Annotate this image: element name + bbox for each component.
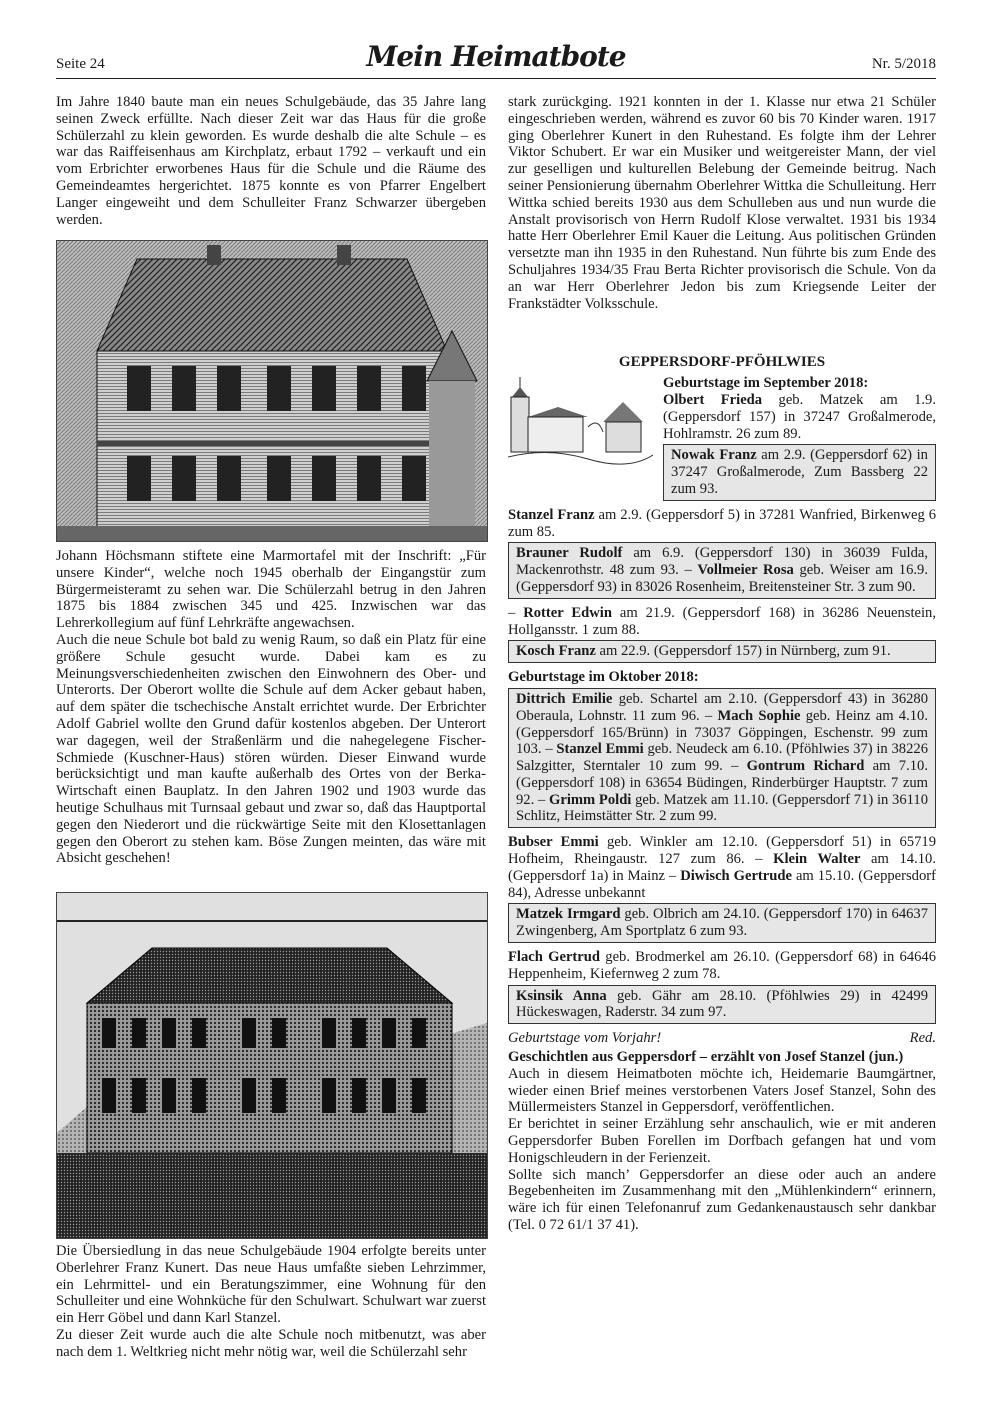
september-heading: Geburtstage im September 2018: bbox=[663, 375, 869, 392]
paragraph: Er berichtet in seiner Erzählung sehr anschaulich, wie er mit anderen Geppersdorfer Buben Forellen im Dorfbach gefangen hat und vom Honigschleudern in der Ferienzeit. bbox=[508, 1116, 936, 1166]
highlight-box bbox=[508, 542, 936, 598]
entry-text: geb. Heinz am 4.10. (Geppersdorf 165/Brünn) in 73037 Göppingen, Eschenstr. 99 zum 103. – bbox=[516, 707, 928, 758]
paragraph: Auch die neue Schule bot bald zu wenig Raum, so daß ein Platz für eine größere Schule gesucht wurde. Dabei kam es zu Meinungsverschiedenheiten zwischen den Einwohnern des Ober- und Unterorts. Der Oberort wollte die Schule auf dem Acker gebaut haben, auf dem später die tschechische Anstalt errichtet wurde. Der Erbrichter Adolf Gabriel wollte den Grund dafür kostenlos abgeben. Der Unterort war dagegen, weil der Straßenlärm und die nahegelegene Fischer-Schmiede (Kuschner-Haus) stören würden. Dieser Einwand wurde berücksichtigt und man kaufte außerhalb des Ortes von der Berka-Wirtschaft einen Bauplatz. In den Jahren 1902 und 1903 wurde das heutige Schulhaus mit Turnsaal gebaut und zwar so, daß das Hauptportal gegen den Niederort und die rückwärtige Seite mit den Klosettanlagen gegen den Oberort zu stehen kam. Böse Zungen meinten, das wäre mit Absicht geschehen! bbox=[56, 631, 486, 867]
entry-text: geb. Olbrich am 24.10. (Geppersdorf 170) in 64637 Zwingenberg, Am Sportplatz 6 zum 93. bbox=[516, 906, 929, 940]
paragraph: Johann Höchsmann stiftete eine Marmortafel mit der Inschrift: „Für unsere Kinder“, welche noch 1945 oberhalb der Eingangstür zum Bürgermeisteramt zu sehen war. Die Schülerzahl betrug in den Jahren 1875 bis 1884 zwischen 345 und 425. Inzwischen war das Lehrerkollegium auf fünf Lehrkräfte angewachsen. bbox=[56, 548, 486, 632]
entry-text: am 2.9. (Geppersdorf 62) in 37247 Großalmerode, Zum Bassberg 22 zum 93. bbox=[671, 447, 928, 497]
issue-number: Nr. 5/2018 bbox=[871, 56, 936, 72]
birthday-entry bbox=[508, 605, 936, 639]
left-text-bottom bbox=[56, 1243, 486, 1361]
person-name: Gontrum Richard bbox=[746, 758, 865, 775]
person-name: Olbert Frieda bbox=[663, 391, 763, 408]
entry-text: geb. Brodmerkel am 26.10. (Geppersdorf 68) in 64646 Heppenheim, Kiefernweg 2 zum 78. bbox=[508, 949, 937, 982]
page-header bbox=[56, 40, 936, 80]
paragraph: Im Jahre 1840 baute man ein neues Schulgebäude, das 35 Jahre lang seinen Zweck erfüllte. Nach dieser Zeit war das Haus für die große Schülerzahl zu klein geworden. Es wurde deshalb die alte Schule – es war das Raiffeisenhaus am Kirchplatz, erbaut 1792 – verkauft und ein vom Erbrichter erworbenes Haus für die Schule und die Räume des Gemeindeamtes hergerichtet. 1875 konnte es von Pfarrer Engelbert Langer eingeweiht und dem Schulleiter Franz Schwarzer übergeben werden. bbox=[56, 94, 486, 228]
entry-text: geb. Winkler am 12.10. (Geppersdorf 51) in 65719 Hofheim, Rheingaustr. 127 zum 86. – bbox=[508, 834, 936, 868]
highlight-box bbox=[508, 640, 936, 663]
person-name: Flach Gertrud bbox=[508, 949, 601, 966]
person-name: Stanzel Emmi bbox=[556, 741, 644, 758]
entry-text: geb. Neudeck am 6.10. (Pföhlwies 37) in 38226 Salzgitter, Sterntaler 10 zum 99. – bbox=[516, 741, 928, 775]
story-heading: Geschichtlen aus Geppersdorf – erzählt von Josef Stanzel (jun.) bbox=[508, 1049, 904, 1066]
person-name: Ksinsik Anna bbox=[516, 987, 607, 1004]
paragraph: stark zurückging. 1921 konnten in der 1. Klasse nur etwa 21 Schüler eingeschrieben werden, während es zuvor 60 bis 70 Kinder waren. 1917 ging Oberlehrer Kunert in den Ruhestand. Es folgte ihm der Lehrer Viktor Schubert. Er war ein Musiker und weitgereister Mann, der viel zur geselligen und kulturellen Belebung der Gemeinde beitrug. Nach seiner Pensionierung übernahm Oberlehrer Wittka die Schulleitung. Herr Wittka schied bereits 1930 aus dem Schulleben aus und nun wurde die Anstalt provisorisch von Herrn Rudolf Klose verwaltet. 1931 bis 1934 hatte Herr Oberlehrer Emil Kauer die Leitung. Aus politischen Gründen versetzte man ihn 1935 in den Ruhestand. Nun führte bis zum Ende des Schuljahres 1934/35 Frau Berta Richter provisorisch die Schule. Von da an war Herr Oberlehrer Jedon bis zum Kriegsende Leiter der Frankstädter Volksschule. bbox=[508, 94, 936, 312]
entry-text: am 2.9. (Geppersdorf 5) in 37281 Wanfried, Birkenweg 6 zum 85. bbox=[508, 506, 936, 540]
section-title: GEPPERSDORF-PFÖHLWIES bbox=[618, 354, 826, 371]
paragraph: Die Übersiedlung in das neue Schulgebäude 1904 erfolgte bereits unter Oberlehrer Franz Kunert. Das neue Haus umfaßte sieben Lehrzimmer, ein Lehrmittel- und ein Beratungszimmer, eine Wohnung für den Schulleiter und eine Wohnküche für den Schulwart. Schulwart war zuerst ein Herr Göbel und dann Karl Stanzel. bbox=[56, 1243, 486, 1327]
person-name: Vollmeier Rosa bbox=[697, 562, 794, 579]
entry-text: am 14.10. (Geppersdorf 1a) in Mainz – bbox=[508, 851, 936, 884]
masthead-logo: Mein Heimatbote bbox=[366, 40, 626, 73]
entry-text: am 7.10. (Geppersdorf 108) in 63654 Büdingen, Rinderbürger Hauptstr. 7 zum 92. – bbox=[516, 758, 928, 808]
person-name: Mach Sophie bbox=[717, 707, 801, 724]
october-heading: Geburtstage im Oktober 2018: bbox=[508, 669, 699, 686]
entry-text: geb. Matzek am 11.10. (Geppersdorf 71) in 36110 Schlitz, Heimstätter Str. 2 zum 99. bbox=[516, 791, 928, 825]
paragraph: Zu dieser Zeit wurde auch die alte Schule noch mitbenutzt, was aber nach dem 1. Weltkrieg nicht mehr nötig war, weil die Schülerzahl sehr bbox=[56, 1326, 486, 1360]
new-school-photo bbox=[56, 892, 488, 1239]
header-rule bbox=[56, 78, 936, 79]
editor-mark: Red. bbox=[909, 1030, 936, 1047]
highlight-box bbox=[663, 444, 936, 500]
person-name: Rotter Edwin bbox=[523, 604, 612, 621]
entry-text: am 22.9. (Geppersdorf 157) in Nürnberg, zum 91. bbox=[595, 643, 891, 660]
right-column bbox=[508, 94, 936, 1234]
entry-text: geb. Matzek am 1.9. (Geppersdorf 157) in 37247 Großalmerode, Hohlramstr. 26 zum 89. bbox=[663, 391, 937, 442]
note-line bbox=[508, 1030, 936, 1047]
person-name: Grimm Poldi bbox=[549, 791, 632, 808]
note-text: Geburtstage vom Vorjahr! bbox=[508, 1030, 662, 1047]
old-school-engraving bbox=[56, 240, 488, 542]
person-name: Brauner Rudolf bbox=[516, 545, 623, 562]
left-text-top bbox=[56, 94, 486, 228]
birthday-entry bbox=[508, 507, 936, 541]
entry-text: am 21.9. (Geppersdorf 168) in 36286 Neuenstein, Hollgansstr. 1 zum 88. bbox=[508, 604, 936, 638]
person-name: Dittrich Emilie bbox=[516, 690, 613, 707]
paragraph: Sollte sich manch’ Geppersdorfer an diese oder auch an andere Begebenheiten im Zusammenhang mit den „Mühlenkindern“ erinnern, wäre ich für einen Telefonanruf zum Gedankenaustausch sehr dankbar (Tel. 0 72 61/1 37 41). bbox=[508, 1166, 936, 1234]
church-sketch bbox=[508, 377, 653, 467]
entry-text: am 15.10. (Geppersdorf 84), Adresse unbekannt bbox=[508, 867, 936, 901]
person-name: Matzek Irmgard bbox=[516, 906, 621, 923]
person-name: Stanzel Franz bbox=[508, 506, 595, 523]
person-name: Klein Walter bbox=[773, 851, 861, 868]
birthday-entry bbox=[508, 834, 936, 901]
entry-text: am 6.9. (Geppersdorf 130) in 36039 Fulda, Mackenrothstr. 48 zum 93. – bbox=[516, 545, 928, 579]
birthday-entry bbox=[508, 949, 936, 983]
entry-text: geb. Schartel am 2.10. (Geppersdorf 43) in 36280 Oberaula, Lohnstr. 11 zum 96. – bbox=[516, 690, 929, 724]
paragraph: Auch in diesem Heimatboten möchte ich, Heidemarie Baumgärtner, wieder einen Brief meines verstorbenen Vaters Josef Stanzel, Sohn des Müllermeisters Stanzel in Geppersdorf, veröffentlichen. bbox=[508, 1065, 936, 1116]
person-name: Kosch Franz bbox=[516, 643, 596, 660]
entry-text: geb. Gähr am 28.10. (Pföhlwies 29) in 42499 Hückeswagen, Raderstr. 34 zum 97. bbox=[516, 987, 929, 1021]
birthday-entry bbox=[663, 392, 936, 442]
highlight-box bbox=[508, 903, 936, 943]
entry-text: – bbox=[508, 604, 524, 621]
left-text-mid bbox=[56, 548, 486, 867]
person-name: Nowak Franz bbox=[671, 447, 757, 464]
september-block bbox=[508, 375, 936, 501]
page-number: Seite 24 bbox=[56, 56, 105, 72]
person-name: Diwisch Gertrude bbox=[680, 867, 792, 884]
entry-text: geb. Weiser am 16.9. (Geppersdorf 93) in 83026 Rosenheim, Breitensteiner Str. 3 zum 90. bbox=[516, 562, 928, 595]
highlight-box bbox=[508, 985, 936, 1025]
highlight-box bbox=[508, 688, 936, 828]
person-name: Bubser Emmi bbox=[508, 834, 599, 851]
